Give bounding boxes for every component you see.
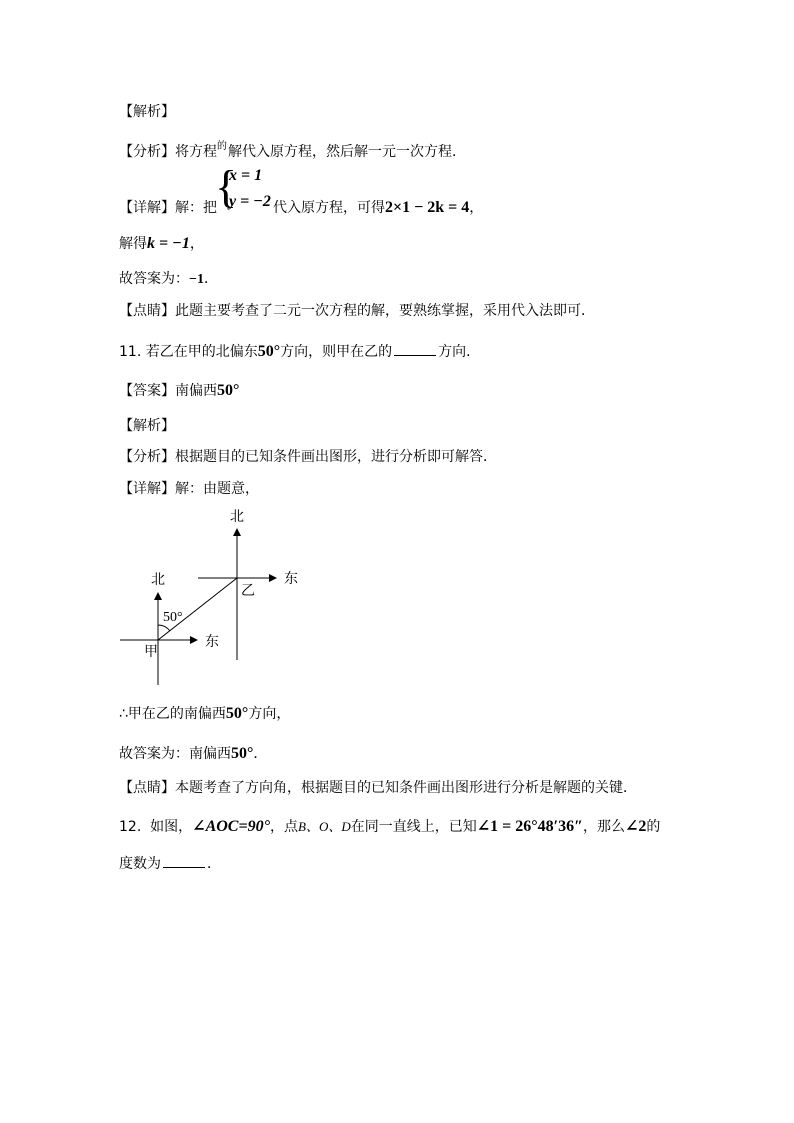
angle-arc — [158, 625, 170, 631]
system-eq2: y = −2 — [229, 193, 271, 210]
comment-label: 【点睛】 — [119, 780, 175, 796]
detail-label: 【详解】 — [119, 200, 175, 216]
answer-blank — [394, 341, 436, 356]
analysis-label: 【分析】 — [119, 144, 175, 160]
east-label-bottom: 东 — [205, 635, 219, 650]
question-number: 11. — [119, 344, 142, 360]
question-11: 11. 若乙在甲的北偏东50°方向，则甲在乙的 方向． — [119, 343, 481, 360]
equation-expr: 2×1 − 2k = 4 — [385, 199, 470, 216]
angle-label: 50° — [163, 610, 183, 625]
analysis-label: 【分析】 — [119, 449, 175, 465]
answer-line: 故答案为：−1． — [119, 271, 218, 287]
section-heading-11: 【解析】 — [119, 418, 175, 434]
answer-label: 【答案】 — [119, 383, 175, 399]
detail-line-11: 【详解】解：由题意， — [119, 481, 259, 497]
yi-label: 乙 — [241, 584, 255, 599]
system-eq1: x = 1 — [229, 167, 263, 184]
jia-label: 甲 — [144, 645, 158, 660]
system-brace: { — [215, 161, 238, 212]
angle-aoc: ∠AOC=90° — [192, 818, 270, 835]
comment-line-11: 【点睛】本题考查了方向角，根据题目的已知条件画出图形进行分析是解题的关键． — [119, 780, 637, 796]
north-label-left: 北 — [151, 573, 165, 588]
analysis-line: 【分析】将方程$^的$解代入原方程，然后解一元一次方程． — [119, 141, 466, 160]
comment-label: 【点睛】 — [119, 303, 175, 319]
section-heading: 【解析】 — [119, 104, 175, 120]
question-12: 12. 如图，∠AOC=90°，点B、O、D在同一直线上，已知∠1 = 26°48′36″，那么∠2的 — [119, 818, 661, 835]
north-label-top: 北 — [230, 510, 244, 525]
question-number: 12. — [119, 819, 142, 835]
analysis-line-11: 【分析】根据题目的已知条件画出图形，进行分析即可解答． — [119, 449, 497, 465]
detail-line: 【详解】解：把 代入原方程，可得2×1 − 2k = 4， — [119, 199, 484, 216]
final-answer-line: 故答案为：南偏西50°． — [119, 745, 268, 762]
therefore-line: ∴甲在乙的南偏西50°方向， — [119, 705, 291, 722]
direction-figure — [110, 500, 310, 695]
question-12-line2: 度数为 ． — [119, 853, 221, 874]
detail-label: 【详解】 — [119, 481, 175, 497]
solve-line: 解得k = −1， — [119, 235, 204, 252]
answer-line-11: 【答案】南偏西50° — [119, 382, 240, 399]
given-angle: ∠1 = 26°48′36″ — [476, 818, 583, 835]
comment-line: 【点睛】此题主要考查了二元一次方程的解，要熟练掌握，采用代入法即可． — [119, 303, 595, 319]
east-label-right: 东 — [284, 572, 298, 587]
answer-blank — [163, 853, 205, 868]
answer-value: −1 — [189, 272, 204, 287]
solution-expr: k = −1 — [147, 235, 190, 252]
